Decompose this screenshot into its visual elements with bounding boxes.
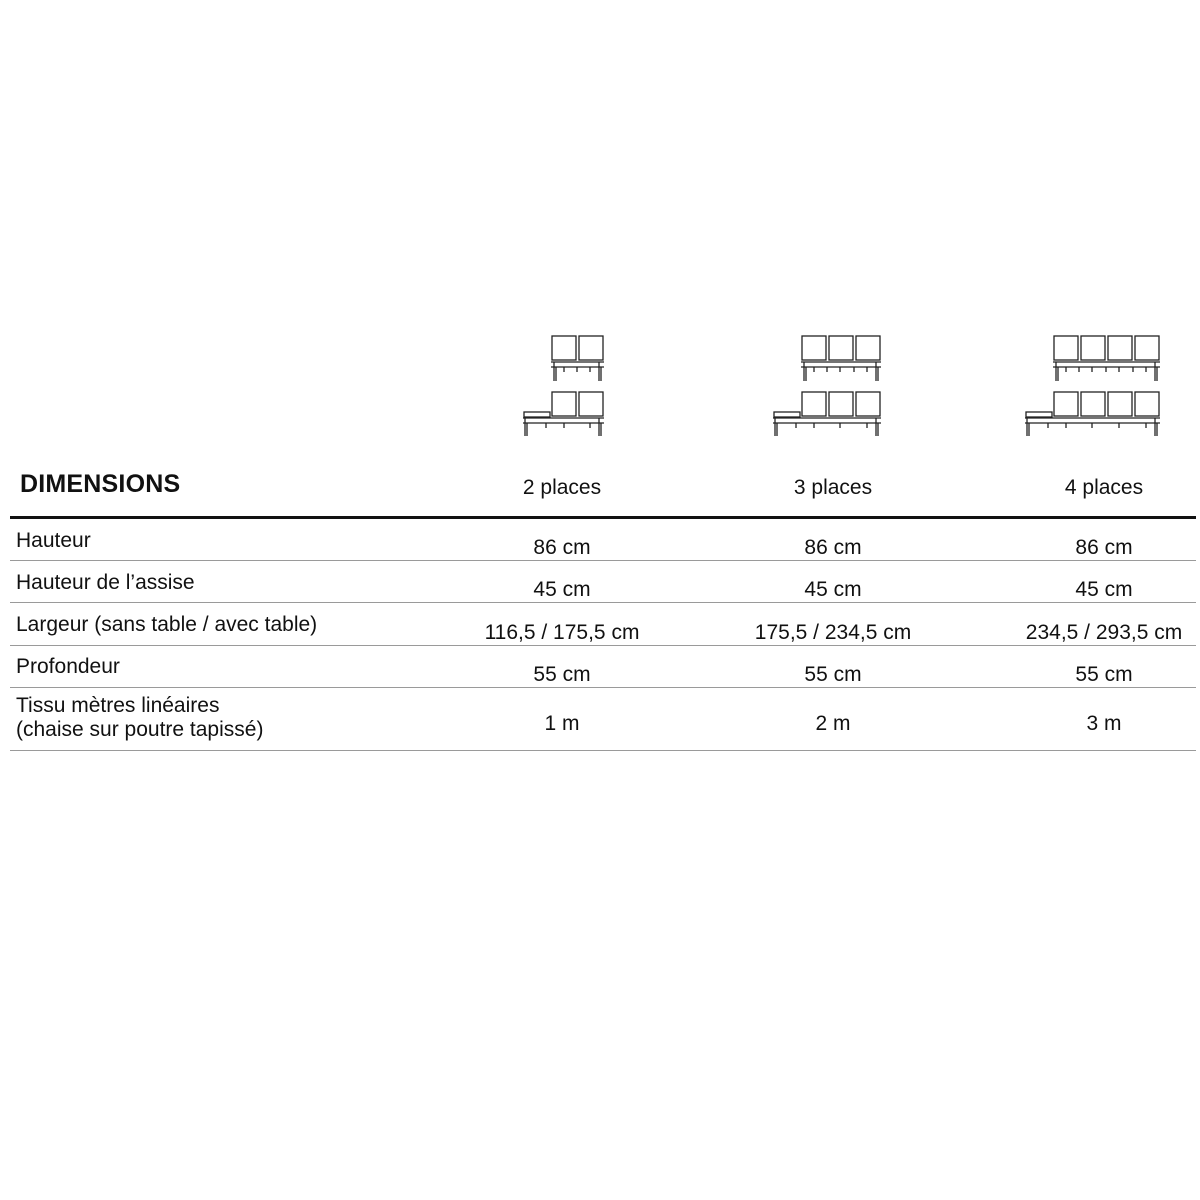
row-divider: [10, 560, 1196, 561]
dimensions-heading: DIMENSIONS: [20, 470, 181, 498]
cell-profondeur-4: 55 cm: [1075, 663, 1133, 686]
column-header-3-places: 3 places: [793, 476, 873, 499]
bench-4-seats-drawing: [1017, 330, 1177, 440]
cell-hauteur-assise-4: 45 cm: [1075, 578, 1133, 601]
bench-with-table: [773, 392, 881, 436]
cell-hauteur-assise-2: 45 cm: [533, 578, 591, 601]
cell-hauteur-4: 86 cm: [1075, 536, 1133, 559]
bench-3-seats-illustration: [765, 330, 895, 440]
row-divider: [10, 602, 1196, 603]
bench-2-seats-illustration: [515, 330, 615, 440]
column-header-2-places: 2 places: [522, 476, 602, 499]
header-divider: [10, 516, 1196, 519]
row-divider: [10, 687, 1196, 688]
row-label-tissu-line-1: Tissu mètres linéaires: [16, 694, 220, 717]
table-bottom-rule: [10, 750, 1196, 751]
cell-largeur-3: 175,5 / 234,5 cm: [754, 621, 912, 644]
row-label-tissu-line-2: (chaise sur poutre tapissé): [16, 718, 264, 741]
bench-without-table: [801, 336, 881, 381]
cell-hauteur-2: 86 cm: [533, 536, 591, 559]
bench-without-table: [1053, 336, 1160, 381]
cell-largeur-4: 234,5 / 293,5 cm: [1025, 621, 1183, 644]
bench-2-seats-drawing: [515, 330, 615, 440]
column-header-4-places: 4 places: [1064, 476, 1144, 499]
row-label-hauteur-assise: Hauteur de l’assise: [16, 571, 195, 594]
bench-4-seats-illustration: [1017, 330, 1177, 440]
cell-largeur-2: 116,5 / 175,5 cm: [484, 621, 640, 644]
cell-tissu-2: 1 m: [544, 712, 580, 735]
bench-3-seats-drawing: [765, 330, 895, 440]
cell-tissu-4: 3 m: [1086, 712, 1122, 735]
cell-tissu-3: 2 m: [815, 712, 851, 735]
cell-profondeur-3: 55 cm: [804, 663, 862, 686]
row-label-largeur: Largeur (sans table / avec table): [16, 613, 318, 636]
cell-hauteur-assise-3: 45 cm: [804, 578, 862, 601]
bench-with-table: [1025, 392, 1160, 436]
row-divider: [10, 645, 1196, 646]
bench-without-table: [551, 336, 604, 381]
row-label-hauteur: Hauteur: [16, 529, 91, 552]
bench-with-table: [523, 392, 604, 436]
row-label-profondeur: Profondeur: [16, 655, 120, 678]
cell-hauteur-3: 86 cm: [804, 536, 862, 559]
cell-profondeur-2: 55 cm: [533, 663, 591, 686]
row-label-tissu: [16, 694, 263, 742]
